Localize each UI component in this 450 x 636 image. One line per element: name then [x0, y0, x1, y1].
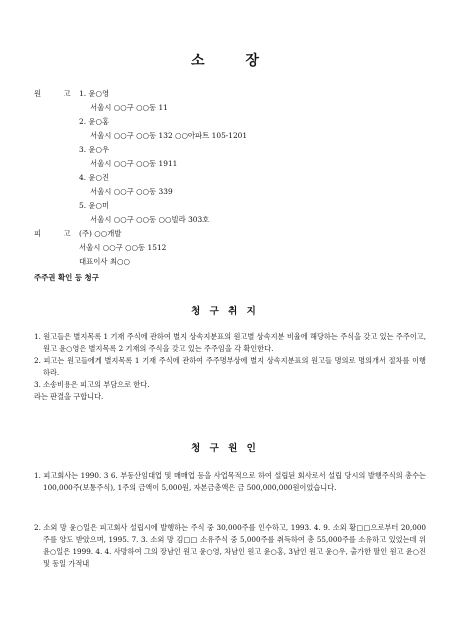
claim-heading: 청 구 취 지	[191, 306, 259, 317]
plaintiff-name: 5. 윤○미	[79, 201, 110, 210]
cause-heading: 청 구 원 인	[191, 443, 259, 454]
claim-item: 3. 소송비용은 피고의 부담으로 한다.	[34, 380, 150, 389]
claim-closing: 라는 판결을 구합니다.	[34, 392, 104, 401]
cause-item: 1. 피고회사는 1990. 3 6. 부동산임대업 및 매매업 등을 사업목적으로 하여 설립된 회사로서 설립 당시의 발행주식의 총수는 100,000주(보통주식), 1주의 금액이 5,000원, 자본금총액은 금 500,000,000원이었습니다.	[34, 471, 426, 492]
case-subject: 주주권 확인 등 청구	[34, 273, 99, 282]
plaintiff-address: 서울시 ○○구 ○○동 ○○빌라 303호	[90, 215, 210, 224]
plaintiff-address: 서울시 ○○구 ○○동 1911	[90, 159, 178, 168]
plaintiff-address: 서울시 ○○구 ○○동 339	[90, 187, 173, 196]
claim-item: 1. 원고들은 별지목록 1 기재 주식에 관하여 별지 상속지분표의 원고별 상속지분 비율에 해당하는 주식을 갖고 있는 주주이고, 원고 윤○영은 별지목록 2 기재의 주식을 갖고 있는 주주임을 각 확인한다.	[34, 332, 426, 353]
plaintiff-name: 4. 윤○진	[79, 173, 110, 182]
plaintiffs-label: 원 고	[34, 89, 81, 98]
defendant-label: 피 고	[34, 229, 81, 238]
defendant-address: 서울시 ○○구 ○○동 1512	[79, 243, 167, 252]
plaintiff-address: 서울시 ○○구 ○○동 132 ○○아파트 105-1201	[90, 131, 248, 140]
defendant-representative: 대표이사 최○○	[79, 257, 130, 266]
claim-item: 2. 피고는 원고들에게 별지목록 1 기재 주식에 관하여 주주명부상에 별지 상속지분표의 원고들 명의로 명의개서 절차를 이행하라.	[34, 356, 426, 377]
defendant-name: (주) ○○개발	[79, 229, 122, 238]
plaintiff-address: 서울시 ○○구 ○○동 11	[90, 103, 168, 112]
plaintiff-name: 3. 윤○우	[79, 145, 110, 154]
plaintiff-name: 2. 윤○홍	[79, 117, 110, 126]
cause-item: 2. 소외 망 윤○일은 피고회사 설립시에 발행하는 주식 중 30,000주를 인수하고, 1993. 4. 9. 소외 황□□으로부터 20,000주를 양도 받았으며, 1995. 7. 3. 소외 망 김□□ 소유주식 중 5,000주를 취득하여 총 55,000주를 소유하고 있었는데 위 윤○일은 1999. 4. 4. 사망하여 그의 장남인 원고 윤○영, 차남인 원고 윤○홍, 3남인 원고 윤○우, 출가한 딸인 원고 윤○진 및 동일 가적내	[34, 523, 426, 568]
claim-body	[34, 331, 426, 403]
plaintiff-name: 1. 윤○영	[79, 89, 110, 98]
document-title: 소 장	[191, 53, 277, 69]
